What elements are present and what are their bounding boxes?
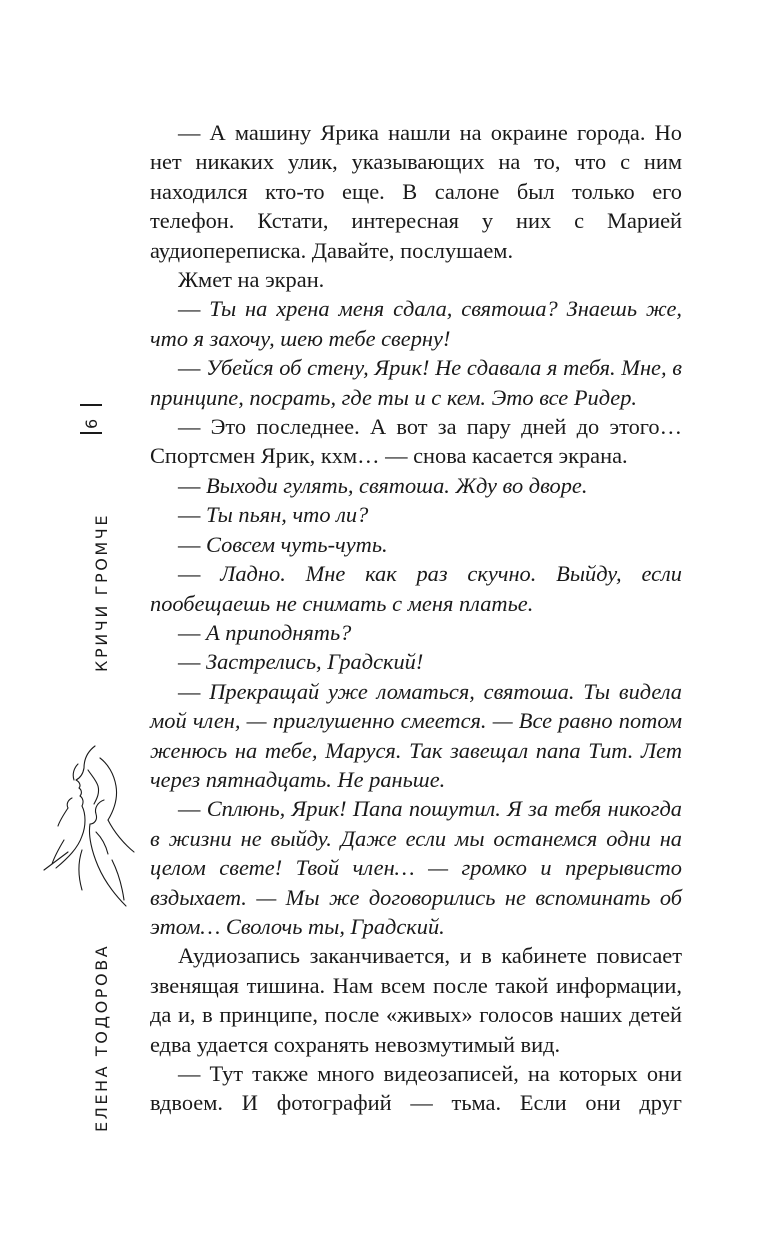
paragraph: — Ладно. Мне как раз скучно. Выйду, если пообещаешь не снимать с меня платье.: [150, 561, 682, 616]
paragraph: Аудиозапись заканчивается, и в кабинете повисает звенящая тишина. Нам всем после такой информации, да и, в принципе, после «живых» голосов наших детей едва удается сохранять невозмутимый вид.: [150, 943, 682, 1057]
author-name: ЕЛЕНА ТОДОРОВА: [92, 943, 111, 1132]
paragraph: — Совсем чуть-чуть.: [178, 531, 388, 557]
paragraph: — Выходи гулять, святоша. Жду во дворе.: [178, 472, 588, 498]
paragraph: — Убейся об стену, Ярик! Не сдавала я тебя. Мне, в принципе, посрать, где ты и с кем. Это все Ридер.: [150, 355, 682, 410]
paragraph: — А приподнять?: [178, 619, 352, 645]
paragraph: — Ты пьян, что ли?: [178, 502, 369, 528]
paragraph: — Застрелись, Градский!: [178, 649, 424, 675]
paragraph: — Тут также много видеозаписей, на которых они вдвоем. И фотографий — тьма. Если они друг: [150, 1061, 682, 1116]
page-number-rule-bottom: [80, 432, 102, 434]
running-title: КРИЧИ ГРОМЧЕ: [92, 512, 111, 672]
page-number-block: [80, 404, 102, 434]
paragraph: — Ты на хрена меня сдала, святоша? Знаешь же, что я захочу, шею тебе сверну!: [150, 296, 682, 351]
paragraph: — Это последнее. А вот за пару дней до этого… Спортсмен Ярик, кхм… — снова касается экрана.: [150, 414, 682, 469]
body-text: [150, 118, 682, 1118]
paragraph: — А машину Ярика нашли на окраине города. Но нет никаких улик, указывающих на то, что с ним находился кто-то еще. В салоне был только его телефон. Кстати, интересная у них с Марией аудиопереписка. Давайте, послушаем.: [150, 120, 682, 263]
page-number-rule-top: [80, 404, 102, 406]
page-number: 6: [82, 418, 101, 429]
paragraph: — Прекращай уже ломаться, святоша. Ты видела мой член, — приглушенно смеется. — Все равно потом женюсь на тебе, Маруся. Так завещал папа Тит. Лет через пятнадцать. Не раньше.: [150, 678, 682, 792]
paragraph: — Сплюнь, Ярик! Папа пошутил. Я за тебя никогда в жизни не выйду. Даже если мы останемся одни на целом свете! Твой член… — громко и прерывисто вздыхает. — Мы же договорились не вспоминать об этом… Сволочь ты, Градский.: [150, 796, 682, 939]
line-drawing-kissing-couple-icon: [38, 740, 142, 916]
paragraph: Жмет на экран.: [178, 267, 325, 293]
